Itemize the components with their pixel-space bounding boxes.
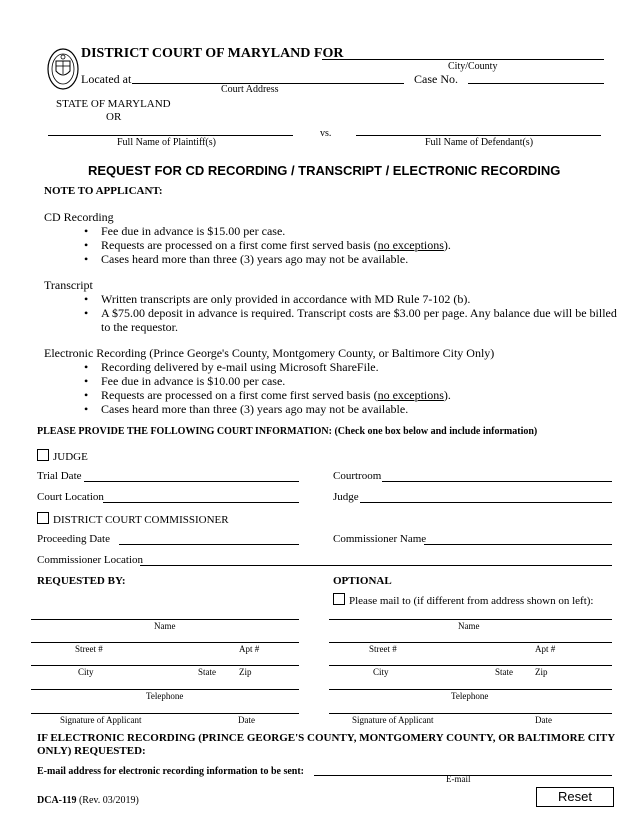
commissioner-location-field[interactable] bbox=[140, 565, 612, 566]
requester-city-caption: City bbox=[78, 667, 94, 677]
requester-date-caption: Date bbox=[238, 715, 255, 725]
bullet-icon: • bbox=[84, 306, 89, 320]
court-info-heading: PLEASE PROVIDE THE FOLLOWING COURT INFORMATION: (Check one box below and include information) bbox=[37, 426, 538, 437]
requester-city-field[interactable] bbox=[31, 665, 299, 666]
mail-date-caption: Date bbox=[535, 715, 552, 725]
requested-by-heading: REQUESTED BY: bbox=[37, 575, 126, 587]
mail-to-label: Please mail to (if different from address shown on left): bbox=[349, 595, 594, 607]
commissioner-option[interactable] bbox=[37, 512, 229, 526]
trial-date-label: Trial Date bbox=[37, 470, 82, 482]
court-location-label: Court Location bbox=[37, 491, 104, 503]
mail-apt-caption: Apt # bbox=[535, 644, 556, 654]
plaintiff-field[interactable] bbox=[48, 135, 293, 136]
optional-heading: OPTIONAL bbox=[333, 575, 392, 587]
requester-zip-caption: Zip bbox=[239, 667, 252, 677]
case-no-label: Case No. bbox=[414, 72, 458, 86]
requester-street-field[interactable] bbox=[31, 642, 299, 643]
requester-telephone-caption: Telephone bbox=[146, 691, 184, 701]
cd-processing: Requests are processed on a first come first served basis (no exceptions). bbox=[101, 238, 451, 252]
mail-name-caption: Name bbox=[458, 621, 480, 631]
requester-signature-field[interactable] bbox=[31, 713, 299, 714]
bullet-icon: • bbox=[84, 292, 89, 306]
judge-checkbox[interactable] bbox=[37, 449, 49, 461]
court-title: DISTRICT COURT OF MARYLAND FOR bbox=[81, 46, 344, 61]
reset-button[interactable]: Reset bbox=[536, 787, 614, 807]
email-caption: E-mail bbox=[446, 774, 471, 784]
requester-street-caption: Street # bbox=[75, 644, 103, 654]
form-title: REQUEST FOR CD RECORDING / TRANSCRIPT / ELECTRONIC RECORDING bbox=[88, 163, 561, 178]
mail-telephone-field[interactable] bbox=[329, 689, 612, 690]
mail-to-option[interactable] bbox=[333, 593, 593, 607]
commissioner-checkbox-label: DISTRICT COURT COMMISSIONER bbox=[53, 514, 229, 526]
located-at-label: Located at bbox=[81, 72, 132, 86]
case-no-field[interactable] bbox=[468, 83, 604, 84]
court-address-caption: Court Address bbox=[221, 84, 279, 95]
or-label: OR bbox=[106, 111, 122, 123]
mail-street-field[interactable] bbox=[329, 642, 612, 643]
city-county-field[interactable] bbox=[322, 59, 604, 60]
cd-availability: Cases heard more than three (3) years ago may not be available. bbox=[101, 252, 409, 266]
commissioner-name-field[interactable] bbox=[424, 544, 612, 545]
cd-fee: Fee due in advance is $15.00 per case. bbox=[101, 224, 286, 238]
defendant-field[interactable] bbox=[356, 135, 601, 136]
requester-apt-caption: Apt # bbox=[239, 644, 260, 654]
trial-date-field[interactable] bbox=[84, 481, 299, 482]
courtroom-field[interactable] bbox=[382, 481, 612, 482]
electronic-processing: Requests are processed on a first come first served basis (no exceptions). bbox=[101, 388, 451, 402]
transcript-heading: Transcript bbox=[44, 278, 93, 292]
requester-name-caption: Name bbox=[154, 621, 176, 631]
mail-telephone-caption: Telephone bbox=[451, 691, 489, 701]
electronic-request-heading-line2: ONLY) REQUESTED: bbox=[37, 745, 146, 757]
bullet-icon: • bbox=[84, 374, 89, 388]
email-label: E-mail address for electronic recording information to be sent: bbox=[37, 766, 305, 777]
plaintiff-caption: Full Name of Plaintiff(s) bbox=[117, 137, 216, 148]
transcript-deposit-line2: to the requestor. bbox=[101, 320, 178, 334]
mail-signature-field[interactable] bbox=[329, 713, 612, 714]
mail-city-caption: City bbox=[373, 667, 389, 677]
bullet-icon: • bbox=[84, 238, 89, 252]
mail-zip-caption: Zip bbox=[535, 667, 548, 677]
electronic-request-heading-line1: IF ELECTRONIC RECORDING (PRINCE GEORGE'S COUNTY, MONTGOMERY COUNTY, OR BALTIMORE CITY bbox=[37, 732, 616, 744]
mail-state-caption: State bbox=[495, 667, 513, 677]
commissioner-name-label: Commissioner Name bbox=[333, 533, 427, 545]
proceeding-date-field[interactable] bbox=[119, 544, 299, 545]
form-id: DCA-119 (Rev. 03/2019) bbox=[37, 795, 139, 806]
cd-heading: CD Recording bbox=[44, 210, 114, 224]
bullet-icon: • bbox=[84, 252, 89, 266]
electronic-fee: Fee due in advance is $10.00 per case. bbox=[101, 374, 286, 388]
bullet-icon: • bbox=[84, 360, 89, 374]
judge-name-field[interactable] bbox=[360, 502, 612, 503]
commissioner-location-label: Commissioner Location bbox=[37, 554, 144, 566]
mail-to-checkbox[interactable] bbox=[333, 593, 345, 605]
electronic-availability: Cases heard more than three (3) years ago may not be available. bbox=[101, 402, 409, 416]
note-heading: NOTE TO APPLICANT: bbox=[44, 185, 163, 197]
city-county-caption: City/County bbox=[448, 61, 498, 72]
requester-telephone-field[interactable] bbox=[31, 689, 299, 690]
mail-signature-caption: Signature of Applicant bbox=[352, 715, 434, 725]
electronic-heading: Electronic Recording (Prince George's County, Montgomery County, or Baltimore City Only) bbox=[44, 346, 495, 360]
requester-name-field[interactable] bbox=[31, 619, 299, 620]
transcript-deposit-line1: A $75.00 deposit in advance is required. Transcript costs are $3.00 per page. Any balance due will be billed bbox=[101, 306, 617, 320]
bullet-icon: • bbox=[84, 388, 89, 402]
requester-signature-caption: Signature of Applicant bbox=[60, 715, 142, 725]
bullet-icon: • bbox=[84, 224, 89, 238]
electronic-delivery: Recording delivered by e-mail using Microsoft ShareFile. bbox=[101, 360, 379, 374]
court-seal-icon bbox=[47, 47, 79, 96]
state-of-maryland: STATE OF MARYLAND bbox=[56, 98, 171, 110]
bullet-icon: • bbox=[84, 402, 89, 416]
defendant-caption: Full Name of Defendant(s) bbox=[425, 137, 534, 148]
mail-name-field[interactable] bbox=[329, 619, 612, 620]
courtroom-label: Courtroom bbox=[333, 470, 382, 482]
mail-city-field[interactable] bbox=[329, 665, 612, 666]
judge-option[interactable] bbox=[37, 449, 88, 463]
vs-label: vs. bbox=[320, 128, 332, 139]
transcript-rule: Written transcripts are only provided in accordance with MD Rule 7-102 (b). bbox=[101, 292, 471, 306]
mail-street-caption: Street # bbox=[369, 644, 397, 654]
requester-state-caption: State bbox=[198, 667, 216, 677]
proceeding-date-label: Proceeding Date bbox=[37, 533, 110, 545]
court-location-field[interactable] bbox=[103, 502, 299, 503]
commissioner-checkbox[interactable] bbox=[37, 512, 49, 524]
judge-name-label: Judge bbox=[333, 491, 359, 503]
judge-checkbox-label: JUDGE bbox=[53, 451, 88, 463]
